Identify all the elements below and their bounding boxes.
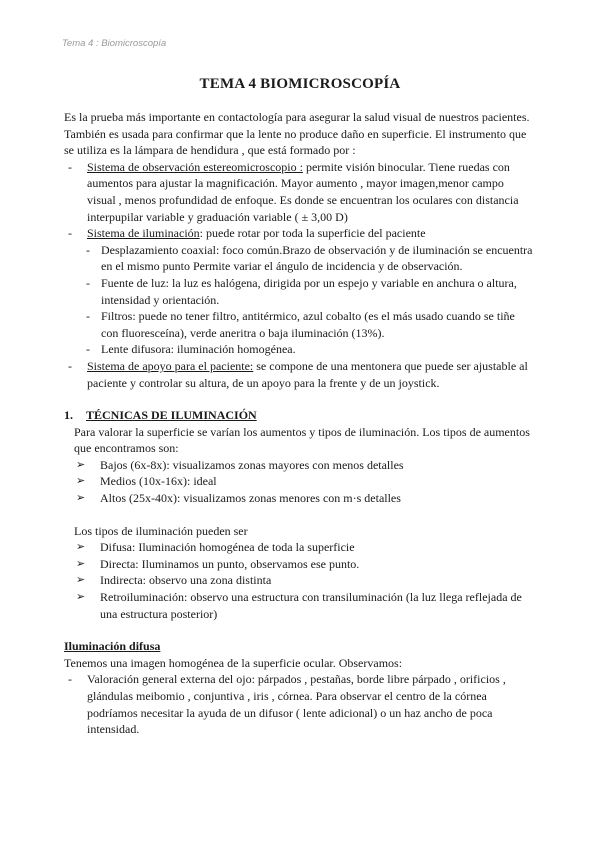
item-text: Retroiluminación: observo una estructura con transiluminación (la luz llega reflejada de una estructura posterior) — [100, 590, 522, 621]
dash-marker: - — [86, 342, 90, 357]
item-text: Altos (25x-40x): visualizamos zonas menores con m·s detalles — [100, 491, 401, 506]
dash-marker: - — [86, 275, 90, 290]
arrow-bullet-icon: ➢ — [76, 590, 86, 604]
component-label: Sistema de observación estereomicroscopio : — [87, 159, 303, 174]
arrow-bullet-icon: ➢ — [76, 556, 86, 570]
magnification-item — [74, 457, 534, 474]
illumination-type-item — [74, 572, 534, 589]
subitem-text: Filtros: puede no tener filtro, antitérmico, azul cobalto (es el más usado cuando se tiñe con fluoresceína), verde aneritra o baja iluminación (13%). — [101, 309, 515, 340]
component-item — [64, 358, 534, 391]
component-text: se compone de una mentonera que puede ser ajustable al paciente y controlar su altura, de un apoyo para la frente y de un joystick. — [87, 358, 528, 390]
dash-marker: - — [68, 672, 72, 687]
arrow-bullet-icon: ➢ — [76, 540, 86, 554]
arrow-bullet-icon: ➢ — [76, 457, 86, 471]
subitem-text: Lente difusora: iluminación homogénea. — [101, 342, 296, 357]
types-intro: Los tipos de iluminación pueden ser — [74, 523, 248, 538]
illumination-type-item — [74, 556, 534, 573]
arrow-bullet-icon: ➢ — [76, 474, 86, 488]
component-text: : puede rotar por toda la superficie del paciente — [199, 226, 426, 241]
component-text: permite visión binocular. Tiene ruedas con aumentos para ajustar la magnificación. Mayor aumento , mayor imagen,menor campo visual , menos profundidad de enfoque. Es donde se encuentran los oculares con distancia interpupilar variable y graduación variable ( ± 3,00 D) — [87, 159, 519, 224]
item-text: Indirecta: observo una zona distinta — [100, 573, 272, 588]
dash-marker: - — [68, 159, 72, 174]
magnification-item — [74, 490, 534, 507]
arrow-bullet-icon: ➢ — [76, 573, 86, 587]
dash-marker: - — [86, 242, 90, 257]
document-body — [64, 109, 534, 738]
section-heading — [64, 407, 534, 424]
component-item — [64, 159, 534, 225]
dash-marker: - — [68, 226, 72, 241]
component-label: Sistema de apoyo para el paciente: — [87, 358, 254, 373]
item-text: Valoración general externa del ojo: párpados , pestañas, borde libre párpado , orificios , glándulas meibomio , conjuntiva , iris , córnea. Para observar el centro de la córnea podríamos necesitar la ayuda de un difusor ( lente adicional) o un haz ancho de poca intensidad. — [87, 672, 506, 737]
section-intro: Para valorar la superficie se varían los aumentos y tipos de iluminación. Los tipos de aumentos que encontramos son: — [74, 424, 530, 456]
page-header: Tema 4 : Biomicroscopía — [62, 38, 167, 49]
section-number: 1. — [64, 408, 73, 423]
diffuse-item — [64, 671, 534, 737]
component-label: Sistema de iluminación — [87, 226, 200, 241]
dash-marker: - — [86, 309, 90, 324]
subsection-intro: Tenemos una imagen homogénea de la superficie ocular. Observamos: — [64, 655, 403, 670]
item-text: Bajos (6x-8x): visualizamos zonas mayores con menos detalles — [100, 457, 404, 472]
document-title: TEMA 4 BIOMICROSCOPÍA — [199, 76, 401, 92]
subsection-heading: Iluminación difusa — [64, 639, 161, 654]
illumination-type-item — [74, 539, 534, 556]
magnification-item — [74, 473, 534, 490]
intro-paragraph: Es la prueba más importante en contactología para asegurar la salud visual de nuestros pacientes. También es usada para confirmar que la lente no produce daño en superficie. El instrumento que se utiliza es la lámpara de hendidura , que está formado por : — [64, 110, 530, 158]
item-text: Directa: Iluminamos un punto, observamos ese punto. — [100, 556, 360, 571]
arrow-bullet-icon: ➢ — [76, 491, 86, 505]
subitem-text: Fuente de luz: la luz es halógena, dirigida por un espejo y variable en anchura o altura, intensidad y orientación. — [101, 275, 517, 307]
item-text: Medios (10x-16x): ideal — [100, 474, 217, 489]
section-title: TÉCNICAS DE ILUMINACIÓN — [86, 408, 257, 423]
item-text: Difusa: Iluminación homogénea de toda la superficie — [100, 540, 355, 555]
subitem-text: Desplazamiento coaxial: foco común.Brazo de observación y de iluminación se encuentra en el mismo punto Permite variar el ángulo de incidencia y de observación. — [101, 242, 533, 274]
illumination-subitem — [64, 308, 534, 341]
illumination-subitem — [64, 341, 534, 358]
dash-marker: - — [68, 358, 72, 373]
illumination-subitem — [64, 242, 534, 275]
illumination-type-item — [74, 589, 534, 622]
component-item — [64, 225, 534, 242]
illumination-subitem — [64, 275, 534, 308]
